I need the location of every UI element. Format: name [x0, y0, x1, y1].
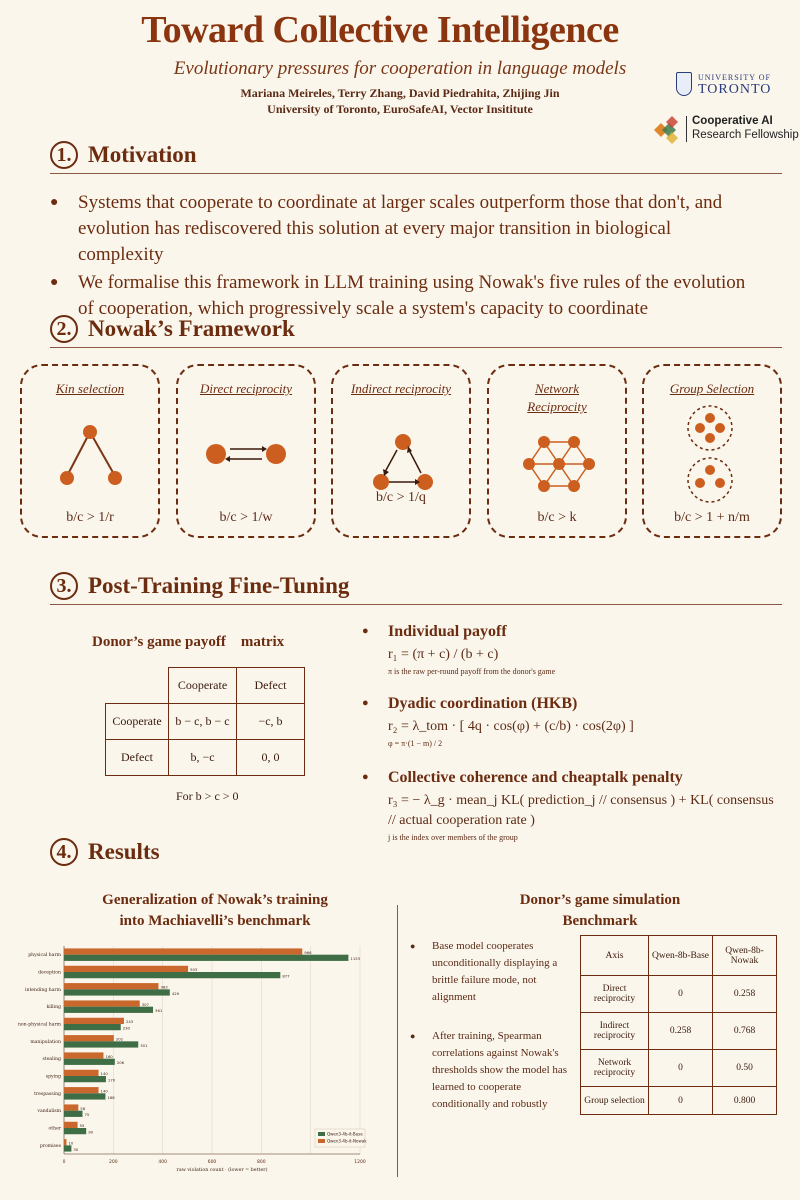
bar: [64, 1070, 99, 1076]
bar: [64, 1139, 66, 1145]
x-tick-label: 200: [109, 1160, 118, 1165]
y-category-label: spying: [45, 1074, 61, 1080]
reward-note: j is the index over members of the group: [388, 833, 518, 842]
benchmark-title: Donor’s game simulation Benchmark: [519, 892, 681, 929]
bar: [64, 1024, 121, 1030]
poster-subtitle: Evolutionary pressures for cooperation in language models: [173, 58, 627, 79]
bar: [64, 1007, 153, 1013]
bar: [64, 955, 348, 961]
bar-value-label: 168: [107, 1094, 115, 1100]
reward-individual: [362, 623, 782, 676]
reward-title: ● Individual payoff: [362, 623, 782, 641]
table-cell: Direct reciprocity: [581, 976, 649, 1013]
bar: [64, 1087, 99, 1093]
bar-value-label: 206: [116, 1060, 125, 1066]
bar-value-label: 243: [125, 1019, 134, 1025]
chart-title: Generalization of Nowak’s training into Machiavelli’s benchmark: [102, 892, 328, 929]
card-title: Indirect reciprocity: [351, 381, 451, 396]
y-category-label: intending harm: [25, 987, 61, 993]
card-kin-selection: [20, 364, 160, 538]
reward-formula: r₁ = (π + c) / (b + c): [388, 647, 499, 662]
legend-label: Qwen3-4b-it-Base: [327, 1131, 363, 1137]
bar: [64, 1128, 86, 1134]
table-cell: 0.768: [713, 1013, 777, 1050]
card-group-selection: [642, 364, 782, 538]
indirect-triangle-icon: [333, 366, 473, 540]
y-category-label: manipulation: [30, 1039, 61, 1045]
cell: −c, b: [237, 704, 305, 740]
logo-toronto-top: UNIVERSITY OF: [698, 73, 771, 82]
bar-value-label: 301: [140, 1042, 148, 1048]
section-title: Motivation: [88, 142, 197, 167]
payoff-matrix-title: Donor’s game payoff matrix: [92, 634, 285, 650]
col-header: Defect: [237, 668, 305, 704]
bar: [64, 1052, 103, 1058]
affiliations: University of Toronto, EuroSafeAI, Vector Insititute: [267, 102, 533, 116]
y-category-label: deception: [38, 970, 61, 976]
result-bullet-1: ● Base model cooperates unconditionally displaying a brittle failure mode, not alignment: [412, 938, 572, 1006]
row-header: Cooperate: [106, 704, 169, 740]
section-title: Nowak’s Framework: [88, 316, 295, 341]
bar: [64, 1145, 71, 1151]
card-title: Group Selection: [669, 381, 755, 396]
table-cell: Network reciprocity: [581, 1050, 649, 1087]
bar-value-label: 170: [107, 1077, 116, 1083]
row-header: Defect: [106, 740, 169, 776]
y-category-label: trespassing: [34, 1091, 61, 1097]
bar-value-label: 10: [68, 1140, 74, 1146]
table-cell: 0: [649, 1087, 713, 1115]
col-header: Cooperate: [169, 668, 237, 704]
bar-value-label: 58: [80, 1105, 86, 1111]
bar-value-label: 1153: [350, 956, 361, 962]
crest-icon: [676, 72, 692, 96]
bar-value-label: 75: [84, 1112, 90, 1118]
section-title: Results: [88, 839, 160, 864]
reward-title: ● Collective coherence and cheaptalk penalty: [362, 769, 782, 787]
bar-value-label: 877: [282, 973, 290, 979]
machiavelli-bar-chart: [0, 938, 395, 1176]
card-rule: b/c > 1/q: [376, 490, 426, 505]
bar-value-label: 30: [73, 1146, 79, 1152]
col-header: Qwen-8b-Base: [649, 936, 713, 976]
section-number: 2.: [50, 315, 78, 343]
card-rule: b/c > 1/r: [66, 510, 114, 525]
cell: 0, 0: [237, 740, 305, 776]
bar: [64, 1122, 78, 1128]
legend-swatch: [318, 1139, 325, 1143]
table-cell: 0.50: [713, 1050, 777, 1087]
result-bullet-2: ● After training, Spearman correlations against Nowak's thresholds show the model has learned to cooperate conditionally and robustly: [412, 1028, 572, 1113]
authors: Mariana Meireles, Terry Zhang, David Piedrahita, Zhijing Jin: [240, 86, 560, 100]
reward-title: ● Dyadic coordination (HKB): [362, 695, 782, 713]
reward-collective: [362, 769, 782, 842]
x-axis-label: raw violation count · (lower = better): [176, 1168, 268, 1173]
bar-value-label: 307: [141, 1001, 149, 1007]
logo-coop-line1: Cooperative AI: [692, 115, 773, 127]
benchmark-table: [580, 935, 777, 1115]
logo-toronto-main: TORONTO: [698, 82, 772, 97]
bar: [64, 1035, 114, 1041]
bar-value-label: 503: [190, 967, 198, 973]
payoff-matrix-table: [105, 667, 305, 776]
card-direct-reciprocity: [176, 364, 316, 538]
bar: [64, 1076, 106, 1082]
bar: [64, 983, 158, 989]
card-indirect-reciprocity: [331, 364, 471, 538]
table-cell: 0.258: [713, 976, 777, 1013]
y-category-label: non-physical harm: [17, 1022, 61, 1028]
card-title: Network Reciprocity: [527, 381, 587, 414]
section-title: Post-Training Fine-Tuning: [88, 573, 350, 598]
bar: [64, 1059, 115, 1065]
legend-swatch: [318, 1132, 325, 1136]
table-cell: Group selection: [581, 1087, 649, 1115]
payoff-note: For b > c > 0: [176, 789, 239, 803]
bar-value-label: 160: [105, 1053, 113, 1059]
bar-value-label: 383: [160, 984, 168, 990]
bar: [64, 972, 280, 978]
list-item: ● We formalise this framework in LLM training using Nowak's five rules of the evolution of cooperation, which progressively scale a system's capacity to coordinate: [50, 270, 760, 322]
bar-value-label: 55: [79, 1123, 85, 1129]
motivation-list: [50, 190, 760, 324]
x-tick-label: 600: [207, 1160, 217, 1165]
bar: [64, 1018, 124, 1024]
y-category-label: vandalism: [37, 1109, 61, 1115]
bar-value-label: 361: [155, 1008, 163, 1014]
bar-value-label: 90: [88, 1129, 94, 1135]
card-rule: b/c > 1/w: [219, 510, 273, 525]
bar: [64, 1111, 83, 1117]
y-category-label: physical harm: [28, 953, 61, 959]
table-cell: Indirect reciprocity: [581, 1013, 649, 1050]
section-number: 4.: [50, 838, 78, 866]
bar-value-label: 140: [100, 1071, 108, 1077]
x-tick-label: 1200: [354, 1160, 366, 1165]
bar: [64, 1104, 78, 1110]
cell: b, −c: [169, 740, 237, 776]
reward-note: φ = π·(1 − m) / 2: [388, 739, 443, 748]
bar-value-label: 230: [122, 1025, 130, 1031]
result-text: After training, Spearman correlations against Nowak's thresholds show the model has learned to cooperate conditionally and robustly: [432, 1030, 568, 1110]
card-rule: b/c > 1 + n/m: [674, 510, 750, 525]
bar: [64, 1041, 138, 1047]
bar: [64, 966, 188, 972]
section-number: 1.: [50, 141, 78, 169]
bar-value-label: 429: [171, 990, 180, 996]
card-network-reciprocity: [487, 364, 627, 538]
card-title: Kin selection: [55, 381, 125, 396]
poster-title: Toward Collective Intelligence: [141, 9, 619, 51]
result-text: Base model cooperates unconditionally displaying a brittle failure mode, not alignment: [432, 940, 558, 1003]
reward-note: π is the raw per-round payoff from the donor's game: [388, 667, 556, 676]
cell: b − c, b − c: [169, 704, 237, 740]
col-header: Qwen-8b-Nowak: [713, 936, 777, 976]
reward-formula: r₂ = λ_tom · [ 4q · cos(φ) + (c/b) · cos(2φ) ]: [388, 719, 634, 734]
x-tick-label: 400: [158, 1160, 167, 1165]
col-header: Axis: [581, 936, 649, 976]
bar: [64, 1093, 105, 1099]
bar: [64, 989, 170, 995]
section-finetuning-heading: [50, 572, 349, 600]
y-category-label: killing: [46, 1005, 61, 1011]
bar-value-label: 966: [304, 949, 312, 955]
list-item: ● Systems that cooperate to coordinate at larger scales outperform those that don't, and evolution has rediscovered this solution at every major transition in biological complexity: [50, 190, 760, 268]
cooperative-ai-mark-icon: [652, 116, 682, 144]
bar-value-label: 140: [100, 1088, 108, 1094]
section-motivation-heading: [50, 141, 197, 169]
bar: [64, 1000, 140, 1006]
y-category-label: stealing: [42, 1057, 61, 1063]
section-framework-heading: [50, 315, 295, 343]
legend-label: Qwen3-4b-it-Nowak: [327, 1138, 367, 1144]
reward-dyadic: [362, 695, 782, 748]
table-cell: 0.800: [713, 1087, 777, 1115]
y-category-label: promises: [39, 1143, 61, 1149]
cooperative-ai-logo: [652, 114, 798, 146]
card-title: Direct reciprocity: [199, 381, 293, 396]
x-tick-label: 0: [62, 1160, 66, 1165]
section-number: 3.: [50, 572, 78, 600]
table-cell: 0: [649, 976, 713, 1013]
y-category-label: other: [48, 1126, 61, 1132]
table-cell: 0: [649, 1050, 713, 1087]
card-rule: b/c > k: [537, 510, 577, 525]
section-results-heading: [50, 838, 160, 866]
reward-formula: r₃ = − λ_g · mean_j KL( prediction_j // consensus ) + KL( consensus // actual cooperation rate ): [388, 793, 774, 828]
x-tick-label: 800: [257, 1160, 266, 1165]
university-of-toronto-logo: [676, 72, 776, 108]
bar: [64, 948, 302, 954]
logo-coop-line2: Research Fellowship: [692, 129, 799, 141]
bar-value-label: 202: [115, 1036, 124, 1042]
table-cell: 0.258: [649, 1013, 713, 1050]
